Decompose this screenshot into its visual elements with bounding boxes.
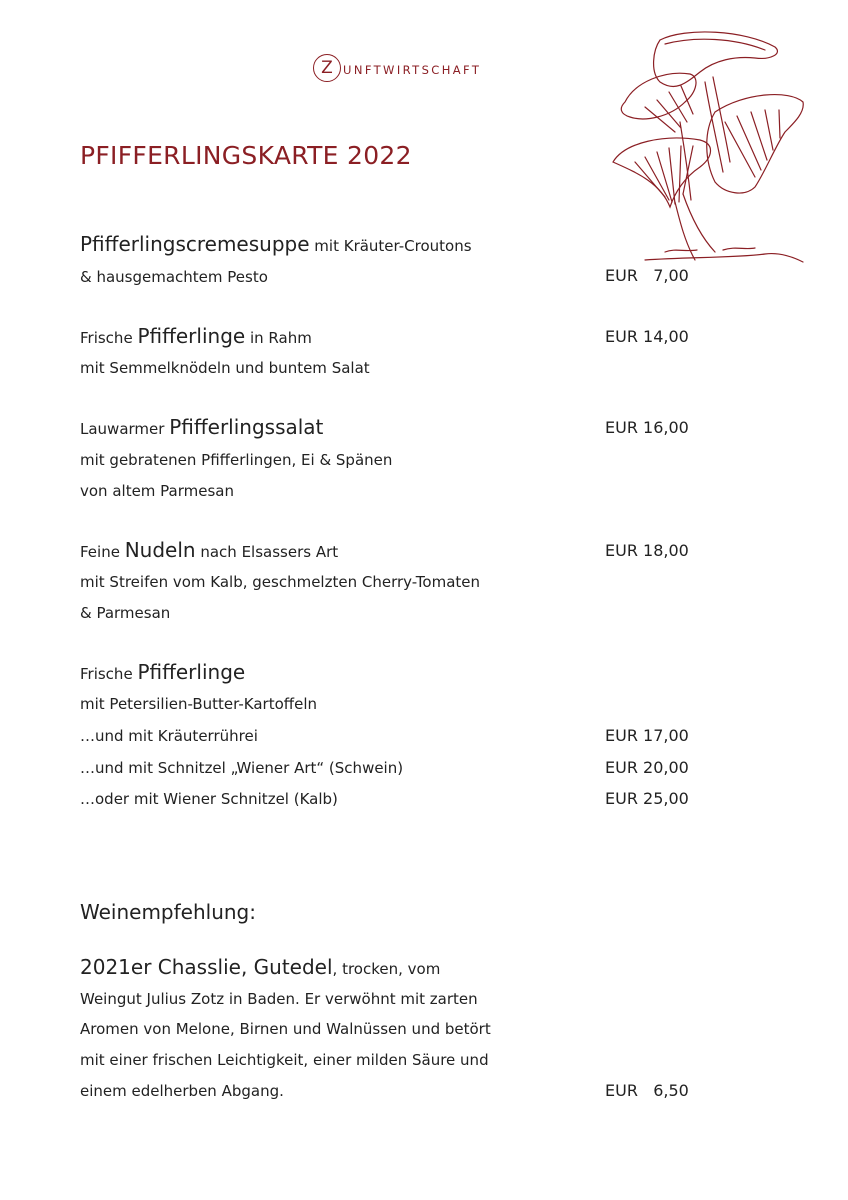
wine-text-line: einem edelherben Abgang. [80, 1082, 284, 1100]
option-price: EUR 25,00 [605, 789, 689, 808]
wine-desc: , trocken, vom [332, 960, 441, 978]
dish-salat-line1 [80, 415, 323, 439]
dish-soup-line1 [80, 232, 472, 256]
wine-title-line [80, 955, 440, 979]
dish-soup-price: EUR 7,00 [605, 266, 689, 285]
option-price: EUR 17,00 [605, 726, 689, 745]
dish-nudeln-price: EUR 18,00 [605, 541, 689, 560]
dish-salat-line3: von altem Parmesan [80, 482, 234, 500]
option-label: …und mit Kräuterrührei [80, 727, 258, 745]
dish-desc: nach Elsassers Art [195, 543, 339, 561]
wine-price: EUR 6,50 [605, 1081, 689, 1100]
option-label: …und mit Schnitzel „Wiener Art“ (Schwein) [80, 759, 404, 777]
dish-name: Pfifferlingscremesuppe [80, 232, 310, 256]
wine-heading: Weinempfehlung: [80, 900, 256, 924]
wine-text-line: mit einer frischen Leichtigkeit, einer milden Säure und [80, 1051, 489, 1069]
dish-pfifferlinge-line2: mit Petersilien-Butter-Kartoffeln [80, 695, 318, 713]
dish-rahm-line2: mit Semmelknödeln und buntem Salat [80, 359, 370, 377]
mushroom-icon [605, 22, 805, 267]
logo-monogram: Z [313, 54, 341, 82]
option-price: EUR 20,00 [605, 758, 689, 777]
wine-name: 2021er Chasslie, Gutedel [80, 955, 333, 979]
dish-name: Pfifferlinge [137, 660, 246, 684]
dish-rahm-price: EUR 14,00 [605, 327, 689, 346]
dish-name: Pfifferlingssalat [169, 415, 324, 439]
dish-nudeln-line3: & Parmesan [80, 604, 171, 622]
dish-desc: mit Kräuter-Croutons [309, 237, 472, 255]
dish-pfifferlinge-line1 [80, 660, 245, 684]
dish-soup-line2: & hausgemachtem Pesto [80, 268, 268, 286]
logo-text: UNFTWIRTSCHAFT [343, 63, 482, 77]
dish-desc: in Rahm [245, 329, 312, 347]
dish-salat-line2: mit gebratenen Pfifferlingen, Ei & Spänen [80, 451, 393, 469]
dish-prefix: Frische [80, 665, 138, 683]
logo [313, 48, 481, 88]
dish-name: Nudeln [124, 538, 196, 562]
dish-nudeln-line2: mit Streifen vom Kalb, geschmelzten Cherry-Tomaten [80, 573, 480, 591]
wine-text-line: Aromen von Melone, Birnen und Walnüssen und betört [80, 1020, 491, 1038]
dish-prefix: Frische [80, 329, 138, 347]
dish-salat-price: EUR 16,00 [605, 418, 689, 437]
dish-name: Pfifferlinge [137, 324, 246, 348]
wine-text-line: Weingut Julius Zotz in Baden. Er verwöhnt mit zarten [80, 990, 478, 1008]
page-title: PFIFFERLINGSKARTE 2022 [80, 141, 412, 170]
dish-prefix: Lauwarmer [80, 420, 170, 438]
option-label: …oder mit Wiener Schnitzel (Kalb) [80, 790, 338, 808]
dish-rahm-line1 [80, 324, 312, 348]
dish-nudeln-line1 [80, 538, 338, 562]
dish-prefix: Feine [80, 543, 125, 561]
